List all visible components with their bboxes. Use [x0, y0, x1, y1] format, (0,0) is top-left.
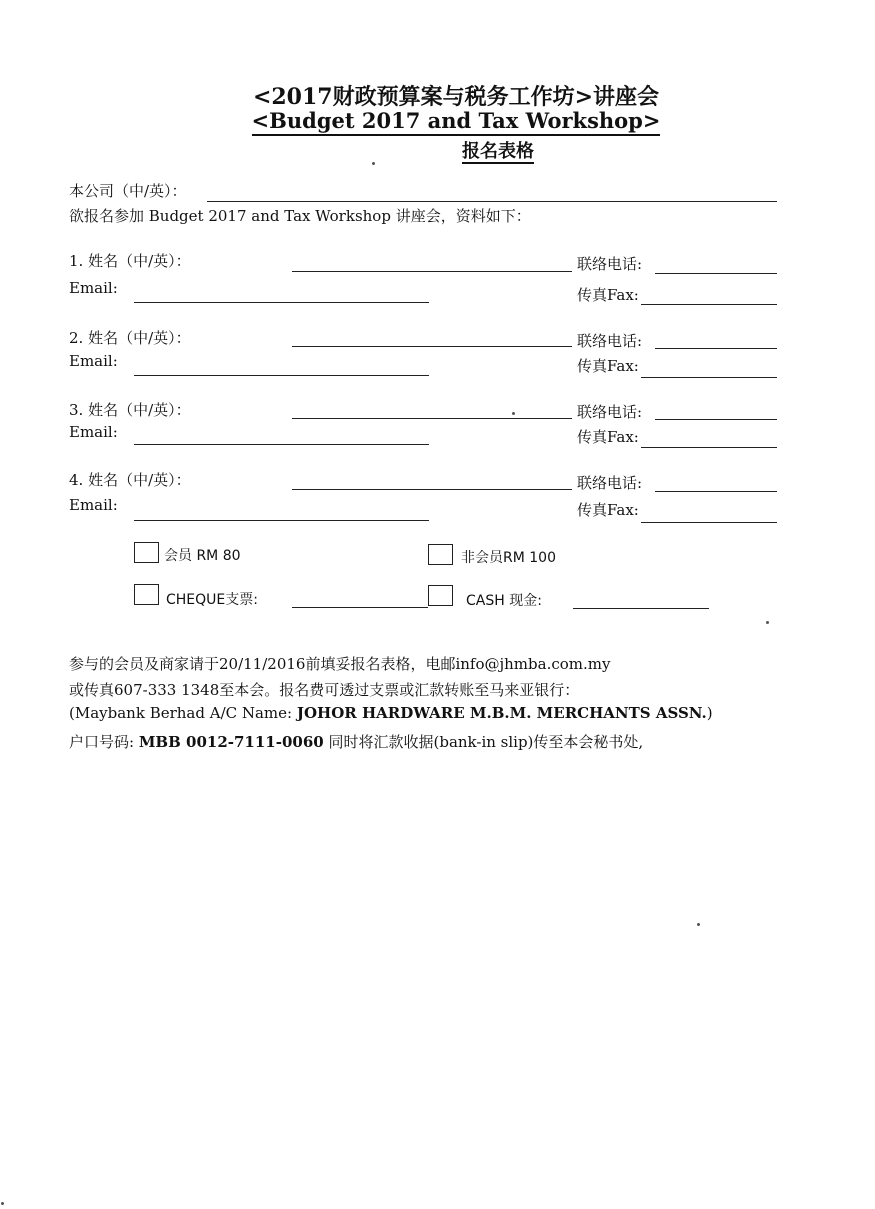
cheque-checkbox[interactable] — [134, 584, 159, 605]
participant-1-phone-field[interactable] — [655, 273, 777, 274]
note-line-4-suffix: 同时将汇款收据(bank-in slip)传至本会秘书处, — [323, 733, 644, 751]
participant-3-fax-field[interactable] — [641, 447, 777, 448]
note-line-1: 参与的会员及商家请于20/11/2016前填妥报名表格，电邮info@jhmba.com.my — [69, 655, 611, 673]
note-line-2: 或传真607-333 1348至本会。报名费可透过支票或汇款转账至马来亚银行： — [69, 681, 580, 699]
participant-4-fax-field[interactable] — [641, 522, 777, 523]
participant-2-name-field[interactable] — [292, 346, 572, 347]
account-name: JOHOR HARDWARE M.B.M. MERCHANTS ASSN. — [296, 704, 707, 722]
participant-4-name-label: 4. 姓名（中/英）： — [69, 471, 191, 489]
member-checkbox[interactable] — [134, 542, 159, 563]
participant-2-email-field[interactable] — [134, 375, 429, 376]
participant-3-phone-label: 联络电话: — [577, 403, 643, 421]
participant-3-phone-field[interactable] — [655, 419, 777, 420]
note-line-4-prefix: 户口号码: — [69, 733, 139, 751]
participant-2-name-label: 2. 姓名（中/英）： — [69, 329, 191, 347]
participant-3-name-label: 3. 姓名（中/英）： — [69, 401, 191, 419]
title-english — [0, 108, 875, 133]
participant-1-name-label: 1. 姓名（中/英）： — [69, 252, 191, 270]
intro-text: 欲报名参加 Budget 2017 and Tax Workshop 讲座会，资料如下： — [69, 207, 531, 225]
cash-checkbox[interactable] — [428, 585, 453, 606]
scan-speck — [1, 1202, 4, 1205]
participant-1-fax-label: 传真Fax: — [577, 286, 639, 304]
title-english-text: <Budget 2017 and Tax Workshop> — [252, 108, 661, 136]
participant-1-email-field[interactable] — [134, 302, 429, 303]
participant-3-email-field[interactable] — [134, 444, 429, 445]
note-line-3-suffix: ) — [706, 704, 713, 722]
participant-3-name-field[interactable] — [292, 418, 572, 419]
participant-2-phone-label: 联络电话: — [577, 332, 643, 350]
cash-label: CASH 现金: — [466, 593, 542, 609]
scan-speck — [697, 923, 700, 926]
participant-1-email-label: Email: — [69, 279, 118, 297]
note-line-3 — [69, 704, 713, 722]
participant-1-name-field[interactable] — [292, 271, 572, 272]
participant-1-phone-label: 联络电话: — [577, 255, 643, 273]
participant-1-fax-field[interactable] — [641, 304, 777, 305]
member-label: 会员 RM 80 — [164, 548, 241, 564]
scan-speck — [372, 162, 375, 165]
participant-4-name-field[interactable] — [292, 489, 572, 490]
form-title — [0, 137, 875, 163]
participant-3-email-label: Email: — [69, 423, 118, 441]
scan-speck — [512, 412, 515, 415]
company-label: 本公司（中/英）： — [69, 182, 187, 200]
participant-2-email-label: Email: — [69, 352, 118, 370]
form-title-text: 报名表格 — [462, 141, 534, 162]
note-line-3-prefix: (Maybank Berhad A/C Name: — [69, 704, 297, 722]
participant-4-email-field[interactable] — [134, 520, 429, 521]
title-chinese: <2017财政预算案与税务工作坊>讲座会 — [252, 84, 660, 110]
participant-4-fax-label: 传真Fax: — [577, 501, 639, 519]
participant-3-fax-label: 传真Fax: — [577, 428, 639, 446]
account-number: MBB 0012-7111-0060 — [138, 733, 324, 751]
note-line-4 — [69, 731, 643, 752]
participant-2-fax-label: 传真Fax: — [577, 357, 639, 375]
non-member-checkbox[interactable] — [428, 544, 453, 565]
participant-4-email-label: Email: — [69, 496, 118, 514]
non-member-label: 非会员RM 100 — [461, 550, 556, 566]
participant-2-fax-field[interactable] — [641, 377, 777, 378]
cheque-label: CHEQUE支票: — [166, 592, 258, 608]
participant-2-phone-field[interactable] — [655, 348, 777, 349]
cash-field[interactable] — [573, 608, 709, 609]
participant-4-phone-label: 联络电话: — [577, 474, 643, 492]
company-field[interactable] — [207, 201, 777, 202]
participant-4-phone-field[interactable] — [655, 491, 777, 492]
cheque-field[interactable] — [292, 607, 428, 608]
scan-speck — [766, 621, 769, 624]
